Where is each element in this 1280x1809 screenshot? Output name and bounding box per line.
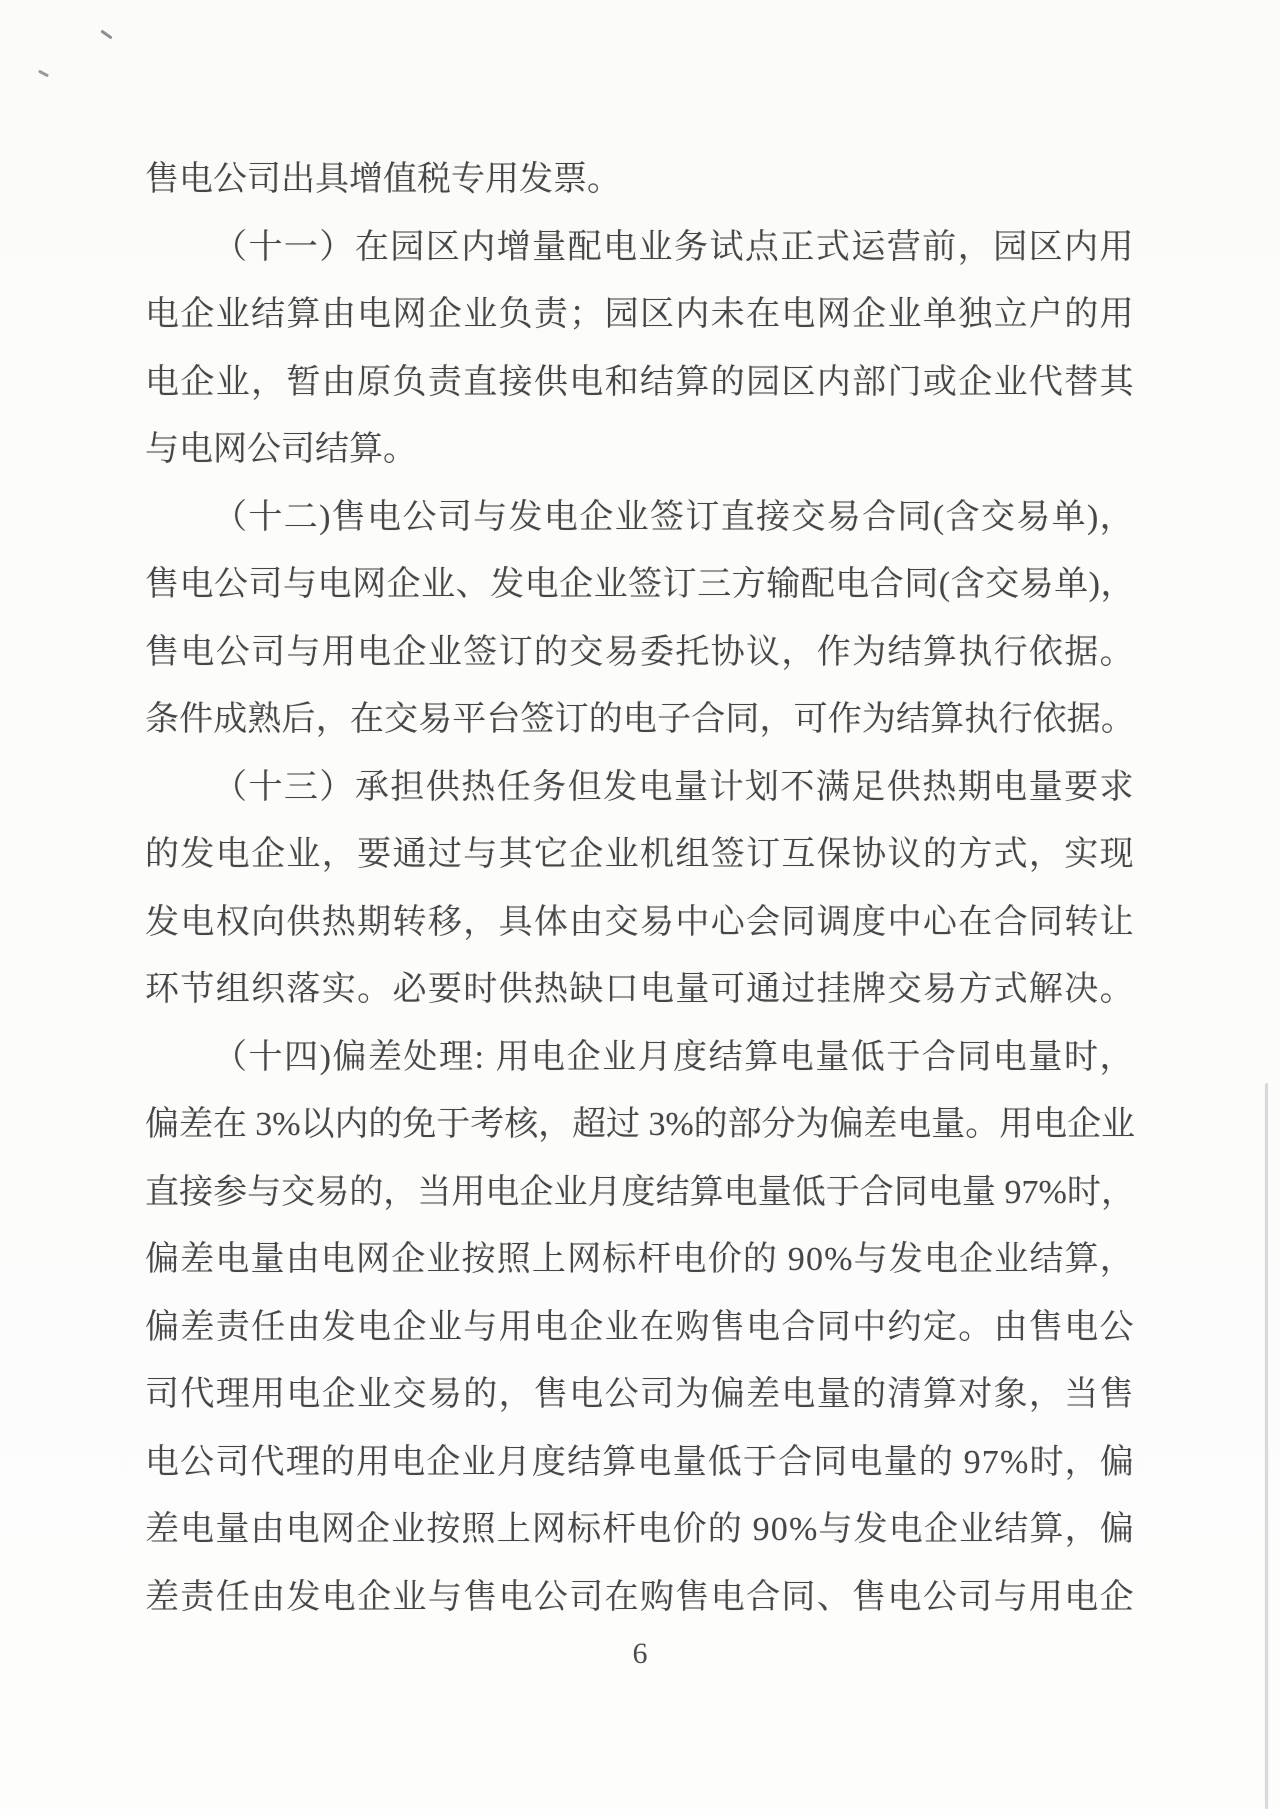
text-line: 差电量由电网企业按照上网标杆电价的 90%与发电企业结算，偏: [145, 1511, 1135, 1548]
text-line: 售电公司与用电企业签订的交易委托协议，作为结算执行依据。: [145, 633, 1135, 671]
text-line: 与电网公司结算。: [145, 431, 417, 468]
text-line: 售电公司出具增值税专用发票。: [145, 161, 621, 198]
text-line: 条件成熟后，在交易平台签订的电子合同，可作为结算执行依据。: [145, 701, 1135, 738]
text-line: 电企业，暂由原负责直接供电和结算的园区内部门或企业代替其: [145, 363, 1135, 401]
text-line: 偏差在 3%以内的免于考核，超过 3%的部分为偏差电量。用电企业: [145, 1106, 1135, 1143]
stray-pencil-mark: [100, 30, 112, 40]
scan-artifact-line: [1265, 1083, 1268, 1809]
text-line: （十一）在园区内增量配电业务试点正式运营前，园区内用: [213, 228, 1136, 266]
text-line: 的发电企业，要通过与其它企业机组签订互保协议的方式，实现: [145, 836, 1135, 873]
text-line: 偏差电量由电网企业按照上网标杆电价的 90%与发电企业结算，: [145, 1241, 1135, 1278]
text-line: 电企业结算由电网企业负责；园区内未在电网企业单独立户的用: [145, 296, 1135, 333]
text-line: 司代理用电企业交易的，售电公司为偏差电量的清算对象，当售: [145, 1376, 1135, 1413]
text-line: 电公司代理的用电企业月度结算电量低于合同电量的 97%时，偏: [145, 1443, 1135, 1481]
text-line: 发电权向供热期转移，具体由交易中心会同调度中心在合同转让: [145, 903, 1135, 941]
text-line: 环节组织落实。必要时供热缺口电量可通过挂牌交易方式解决。: [145, 971, 1135, 1008]
text-line: （十三）承担供热任务但发电量计划不满足供热期电量要求: [213, 768, 1136, 806]
stray-pencil-mark: [38, 70, 49, 78]
text-line: 直接参与交易的，当用电企业月度结算电量低于合同电量 97%时，: [145, 1173, 1135, 1211]
text-line: 差责任由发电企业与售电公司在购售电合同、售电公司与用电企: [145, 1578, 1135, 1616]
text-line: （十二)售电公司与发电企业签订直接交易合同(含交易单)，: [213, 498, 1135, 536]
text-block: [145, 146, 1135, 1631]
page-number: 6: [632, 1637, 648, 1670]
text-line: （十四)偏差处理: 用电企业月度结算电量低于合同电量时，: [213, 1038, 1135, 1076]
text-line: 偏差责任由发电企业与用电企业在购售电合同中约定。由售电公: [145, 1308, 1135, 1346]
text-line: 售电公司与电网企业、发电企业签订三方输配电合同(含交易单)，: [145, 566, 1135, 603]
